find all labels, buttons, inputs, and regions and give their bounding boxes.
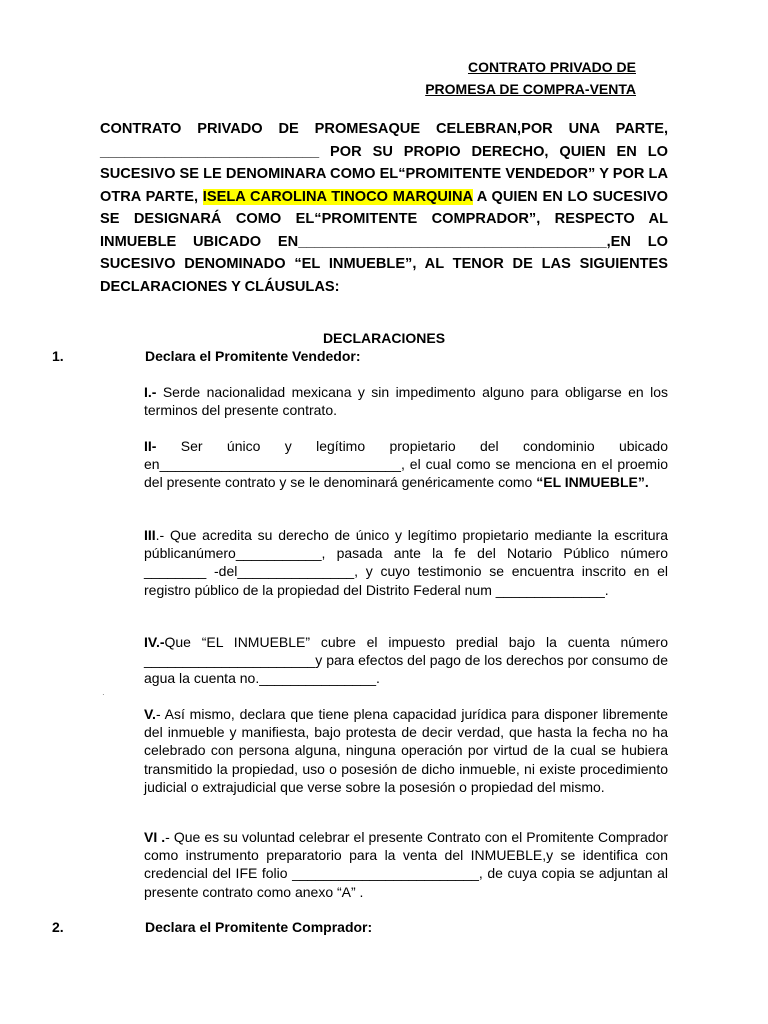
title-line-2: PROMESA DE COMPRA-VENTA xyxy=(425,81,636,97)
clause-i xyxy=(144,383,668,419)
title-line-1: CONTRATO PRIVADO DE xyxy=(467,59,636,75)
clause-iii-text: .- Que acredita su derecho de único y legítimo propietario mediante la escritura públicanúmero___________, pasada ante la fe del Notario Público número ________ -del_______________, y cuyo testimonio se encuentra inscrito en el registro público de la propiedad del Distrito Federal num ______________. xyxy=(144,527,668,598)
contract-title xyxy=(425,56,636,100)
clause-ii-text: Ser único y legítimo propietario del condominio ubicado en_______________________________, el cual como se menciona en el proemio del presente contrato y se le denominará genéricamente como xyxy=(144,438,668,491)
highlighted-buyer-name: ISELA CAROLINA TINOCO MARQUINA xyxy=(202,188,473,205)
clause-i-label: I.- xyxy=(144,384,157,400)
declaration-2-title: Declara el Promitente Comprador: xyxy=(145,919,373,935)
clause-i-text: Serde nacionalidad mexicana y sin impedimento alguno para obligarse en los terminos del presente contrato. xyxy=(144,384,668,419)
intro-blank-field: ______________________________________ xyxy=(298,233,607,250)
clause-v-label: V. xyxy=(144,706,156,722)
clause-vi-label: VI . xyxy=(144,829,166,845)
intro-text-1: CONTRATO PRIVADO DE PROMESAQUE CELEBRAN,POR UNA PARTE, ___________________________ POR SU PROPIO DERECHO, QUIEN EN LO SUCESIVO SE LE DENOMINARA COMO EL“PROMITENTE VENDEDOR” Y POR LA OTRA PARTE, xyxy=(100,121,668,205)
clause-ii-label: II- xyxy=(144,438,157,454)
intro-text-2: A QUIEN EN LO SUCESIVO SE DESIGNARÁ COMO EL“PROMITENTE COMPRADOR”, RESPECTO AL INMUEBLE UBICADO EN xyxy=(100,188,669,250)
clause-iv xyxy=(144,633,668,688)
clause-iv-label: IV.- xyxy=(144,634,165,650)
declaration-1-title: Declara el Promitente Vendedor: xyxy=(145,348,361,364)
clause-iii xyxy=(144,526,668,599)
intro-text-3: ,EN LO SUCESIVO DENOMINADO “EL INMUEBLE”, AL TENOR DE LAS SIGUIENTES DECLARACIONES Y CLÁUSULAS: xyxy=(100,233,668,295)
intro-paragraph xyxy=(100,118,668,298)
clause-ii xyxy=(144,437,668,492)
clause-v-text: - Así mismo, declara que tiene plena capacidad jurídica para disponer libremente del inmueble y manifiesta, bajo protesta de decir verdad, que hasta la fecha no ha celebrado con persona alguna, ninguna operación por virtud de la cual se hubiera transmitido la propiedad, uso o posesión de dicho inmueble, ni existe procedimiento judicial o extrajudicial que verse sobre la posesión o propiedad del mismo. xyxy=(144,706,668,795)
clause-vi-text: - Que es su voluntad celebrar el presente Contrato con el Promitente Comprador como instrumento preparatorio para la venta del INMUEBLE,y se identifica con credencial del IFE folio ________________________, de cuya copia se adjuntan al presente contrato como anexo “A” . xyxy=(144,829,668,900)
declaration-2-number: 2. xyxy=(52,919,64,935)
clause-iv-text: Que “EL INMUEBLE” cubre el impuesto predial bajo la cuenta número ______________________y para efectos del pago de los derechos por consumo de agua la cuenta no._______________. xyxy=(144,634,668,687)
clause-ii-bold-end: “EL INMUEBLE”. xyxy=(536,474,649,491)
declaraciones-heading: DECLARACIONES xyxy=(322,330,446,346)
clause-iii-label: III xyxy=(144,527,156,543)
declaration-1-number: 1. xyxy=(52,348,64,364)
clause-v xyxy=(144,705,668,796)
stray-mark: · xyxy=(102,690,105,699)
clause-vi xyxy=(144,828,668,901)
